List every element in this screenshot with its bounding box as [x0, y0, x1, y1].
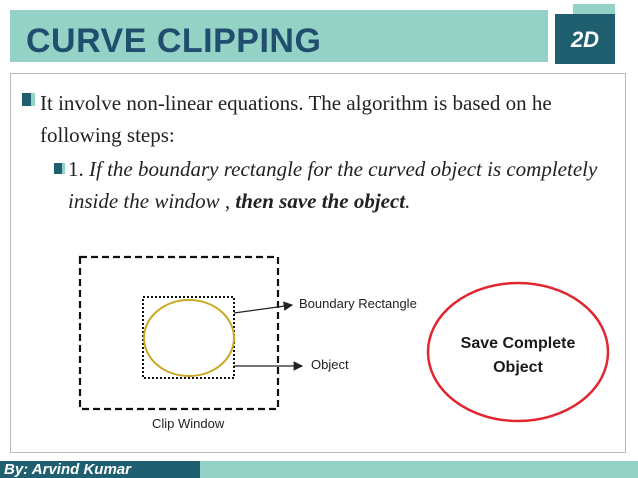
curved-object-ellipse	[144, 300, 234, 376]
footer-author: By: Arvind Kumar	[4, 461, 131, 478]
badge-label: 2D	[570, 27, 600, 52]
step-bold-text: then save the object	[235, 189, 406, 213]
result-label-line1: Save Complete	[460, 335, 576, 352]
step-end: .	[405, 189, 411, 213]
bullet-text-1: It involve non-linear equations. The algorithm is based on he following steps:	[40, 91, 552, 147]
object-label: Object	[311, 357, 349, 372]
step-number: 1.	[68, 157, 84, 181]
boundary-rectangle-label: Boundary Rectangle	[299, 296, 417, 311]
footer-author-box	[0, 461, 200, 478]
result-label-line2: Object	[493, 359, 543, 376]
clip-window-rect	[80, 257, 278, 409]
slide-title: CURVE CLIPPING	[26, 22, 322, 60]
boundary-arrow	[234, 305, 292, 313]
step-italic-text: If the boundary rectangle for the curved object is completely inside the window ,	[68, 157, 598, 213]
result-oval	[428, 283, 608, 421]
clip-window-label: Clip Window	[152, 416, 225, 431]
